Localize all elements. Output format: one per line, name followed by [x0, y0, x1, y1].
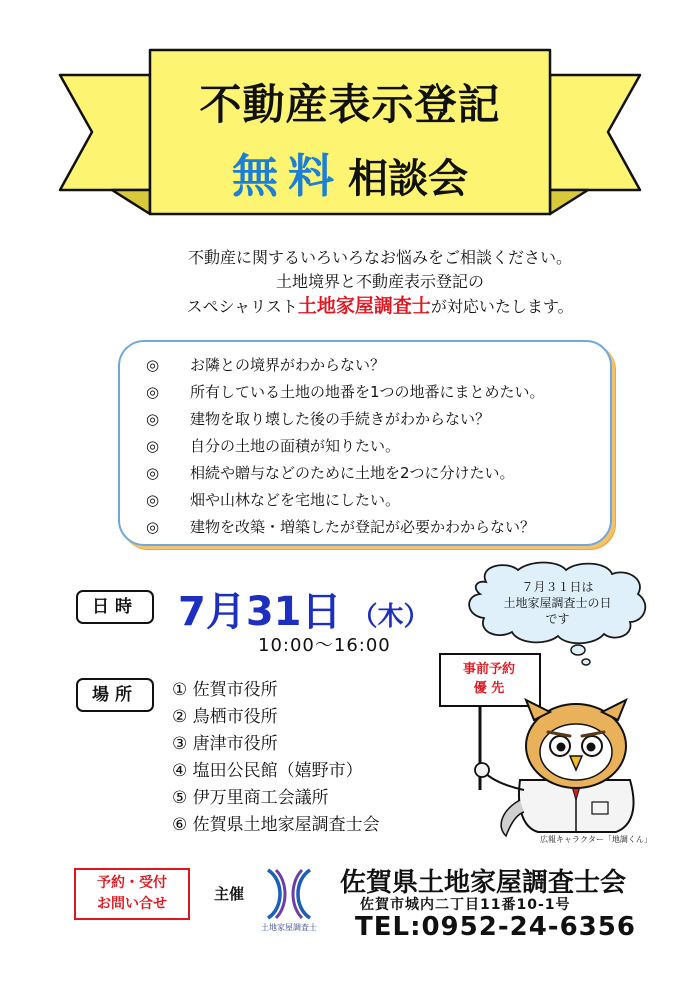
concern-item: ◎ 建物を改築・増築したが登記が必要かわからない？ [146, 514, 545, 541]
venue-item: ③ 唐津市役所 [172, 734, 278, 754]
mascot-caption: 広報キャラクター「地調くん」 [540, 835, 652, 844]
day-of-week: （木） [351, 602, 430, 632]
bullet-icon: ◎ [146, 410, 160, 428]
date-value: 7月31日 [178, 589, 342, 635]
concern-item: ◎ 自分の土地の面積が知りたい。 [146, 433, 545, 460]
concerns-box [118, 340, 612, 546]
organization-phone: TEL:0952-24-6356 [355, 912, 636, 942]
title-main: 不動産表示登記 [199, 80, 501, 129]
title-sub [150, 140, 550, 206]
association-logo-icon [262, 866, 316, 922]
title-consultation: 相談会 [348, 156, 468, 202]
title-free: 無料 [232, 149, 344, 203]
concern-item: ◎ お隣との境界がわからない？ [146, 352, 545, 379]
concerns-list [146, 352, 545, 541]
venue-label: 場所 [76, 678, 154, 712]
concern-item: ◎ 建物を取り壊した後の手続きがわからない？ [146, 406, 545, 433]
bullet-icon: ◎ [146, 491, 160, 509]
logo-text: 土地家屋調査士 [261, 923, 317, 932]
intro-line-1: 不動産に関するいろいろなお悩みをご相談ください。 [187, 248, 572, 267]
bullet-icon: ◎ [146, 356, 160, 374]
sponsor-label: 主催 [214, 885, 245, 903]
reservation-sign: 事前予約 優 先 [462, 662, 515, 696]
intro-suffix: が対応いたします。 [430, 297, 574, 316]
intro-prefix: スペシャリスト [186, 297, 298, 316]
concern-item: ◎ 相続や贈与などのために土地を2つに分けたい。 [146, 460, 545, 487]
venue-item: ① 佐賀市役所 [172, 680, 278, 700]
event-time: 10:00～16:00 [258, 635, 391, 656]
concern-item: ◎ 所有している土地の地番を1つの地番にまとめたい。 [146, 379, 545, 406]
venue-item: ④ 塩田公民館（嬉野市） [172, 761, 363, 781]
venue-item: ② 鳥栖市役所 [172, 707, 278, 727]
intro-line-2: 土地境界と不動産表示登記の [275, 272, 484, 291]
venue-item: ⑥ 佐賀県土地家屋調査士会 [172, 815, 380, 835]
intro-highlight: 土地家屋調査士 [297, 295, 431, 317]
organization-address: 佐賀市城内二丁目11番10-1号 [360, 897, 571, 913]
organization-name: 佐賀県土地家屋調査士会 [340, 868, 627, 898]
bullet-icon: ◎ [146, 518, 160, 536]
bullet-icon: ◎ [146, 383, 160, 401]
bubble-text: ７月３１日は 土地家屋調査士の日 です [503, 580, 612, 626]
contact-box: 予約・受付 お問い合せ [74, 868, 190, 920]
bullet-icon: ◎ [146, 437, 160, 455]
concern-item: ◎ 畑や山林などを宅地にしたい。 [146, 487, 545, 514]
venue-list [172, 677, 380, 839]
event-date [178, 580, 430, 637]
intro-line-3 [100, 294, 660, 319]
bullet-icon: ◎ [146, 464, 160, 482]
venue-item: ⑤ 伊万里商工会議所 [172, 788, 329, 808]
intro-text [100, 246, 660, 319]
date-label: 日時 [76, 590, 154, 624]
